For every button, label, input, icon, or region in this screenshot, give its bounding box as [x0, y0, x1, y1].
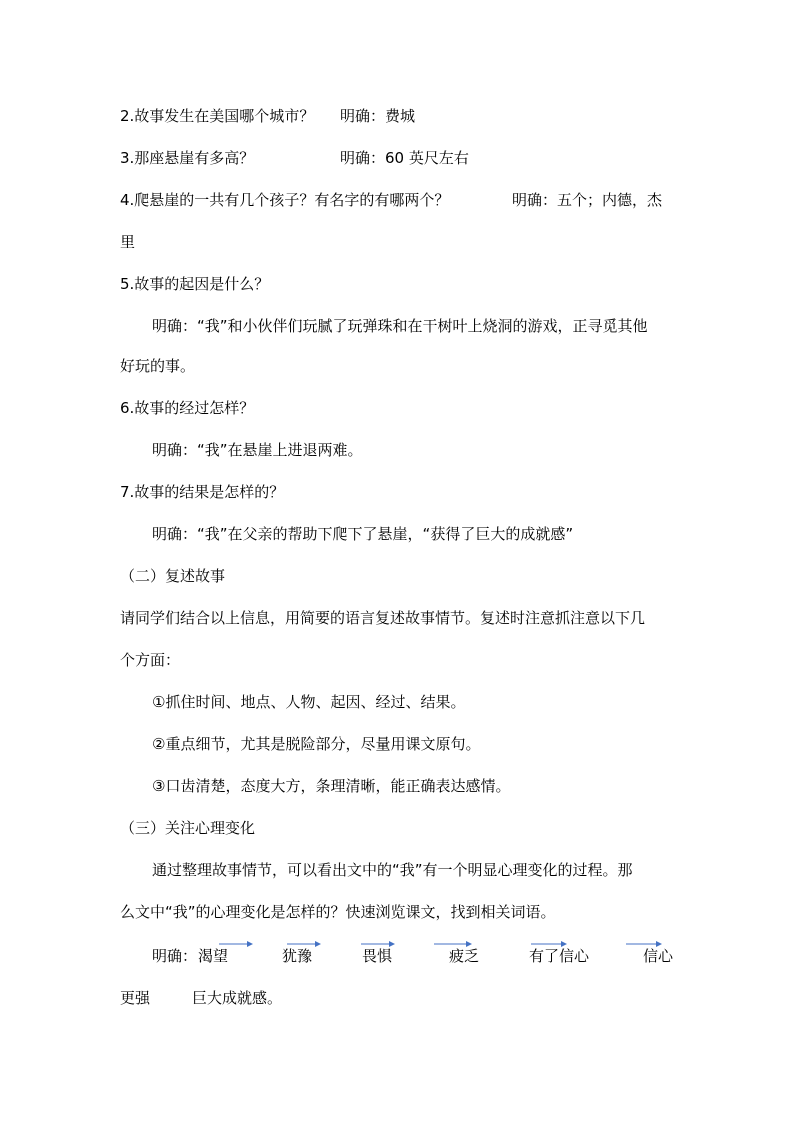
chain-word-confidence: 有了信心 — [529, 947, 590, 965]
chain-word-fatigue: 疲乏 — [449, 947, 480, 965]
question-2: 2.故事发生在美国哪个城市？ — [120, 107, 315, 125]
retell-point-1: ①抓住时间、地点、人物、起因、经过、结果。 — [152, 693, 466, 711]
section-heading-psychology: （三）关注心理变化 — [120, 819, 256, 837]
question-5: 5.故事的起因是什么？ — [120, 275, 270, 293]
question-6: 6.故事的经过怎样？ — [120, 399, 255, 417]
answer-5-line-2: 好玩的事。 — [120, 357, 196, 375]
question-4: 4.爬悬崖的一共有几个孩子？有名字的有哪两个？ — [120, 191, 450, 209]
question-7: 7.故事的结果是怎样的？ — [120, 483, 285, 501]
answer-4-continued: 里 — [120, 233, 136, 251]
answer-4: 明确：五个；内德，杰 — [512, 191, 663, 209]
arrow-icon — [434, 940, 472, 948]
arrow-icon — [361, 940, 395, 948]
section-heading-retell: （二）复述故事 — [120, 567, 226, 585]
chain-word-stronger-confidence-cont: 更强 — [120, 989, 151, 1007]
answer-7: 明确：“我”在父亲的帮助下爬下了悬崖，“获得了巨大的成就感” — [152, 525, 574, 543]
psychology-paragraph-line-1: 通过整理故事情节，可以看出文中的“我”有一个明显心理变化的过程。那 — [152, 861, 633, 879]
retell-instruction-line-2: 个方面： — [120, 651, 181, 669]
question-3: 3.那座悬崖有多高？ — [120, 149, 255, 167]
answer-5-line-1: 明确：“我”和小伙伴们玩腻了玩弹珠和在干树叶上烧洞的游戏，正寻觅其他 — [152, 317, 648, 335]
retell-point-2: ②重点细节，尤其是脱险部分，尽量用课文原句。 — [152, 735, 481, 753]
chain-word-hesitation: 犹豫 — [282, 947, 313, 965]
chain-word-achievement: 巨大成就感。 — [192, 989, 283, 1007]
arrow-icon — [531, 940, 567, 948]
arrow-icon — [219, 940, 253, 948]
answer-3: 明确：60 英尺左右 — [340, 149, 469, 167]
chain-label: 明确： — [152, 947, 198, 965]
chain-word-longing: 渴望 — [198, 947, 229, 965]
retell-instruction-line-1: 请同学们结合以上信息，用简要的语言复述故事情节。复述时注意抓注意以下几 — [120, 609, 646, 627]
answer-2: 明确：费城 — [340, 107, 416, 125]
chain-word-fear: 畏惧 — [362, 947, 393, 965]
psychology-paragraph-line-2: 么文中“我”的心理变化是怎样的？快速浏览课文，找到相关词语。 — [120, 903, 556, 921]
chain-word-stronger-confidence: 信心 — [643, 947, 674, 965]
retell-point-3: ③口齿清楚，态度大方，条理清晰，能正确表达感情。 — [152, 777, 511, 795]
arrow-icon — [626, 940, 662, 948]
answer-6: 明确：“我”在悬崖上进退两难。 — [152, 441, 363, 459]
arrow-icon — [287, 940, 321, 948]
